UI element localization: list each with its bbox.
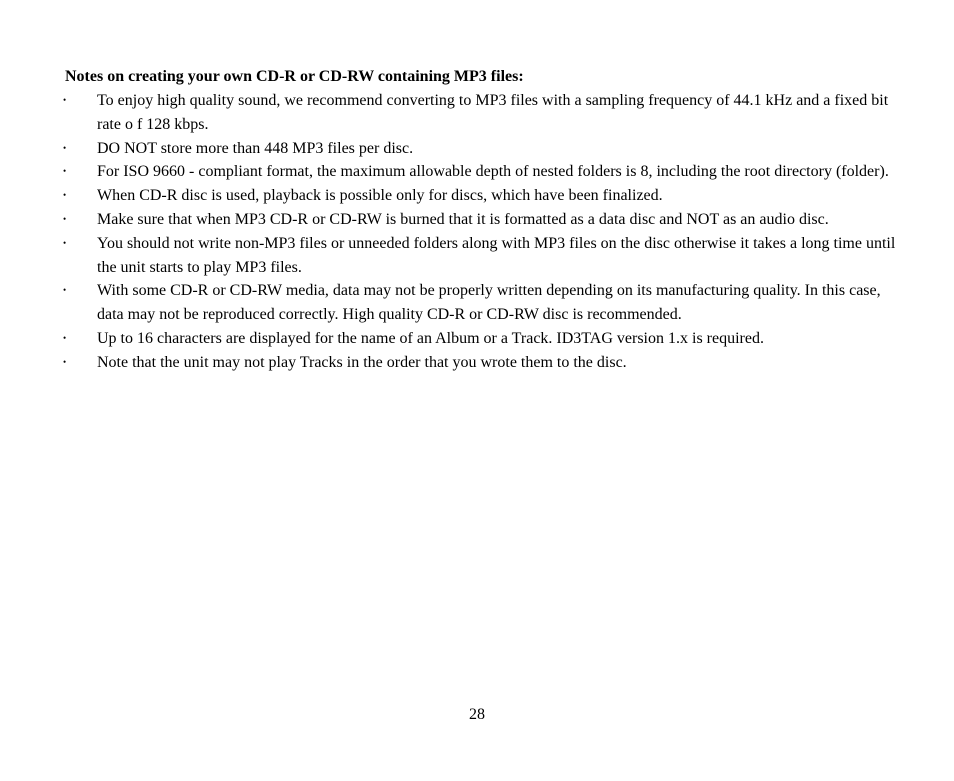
notes-list (60, 89, 900, 375)
section-heading: Notes on creating your own CD-R or CD-RW containing MP3 files: (65, 68, 524, 85)
note-item (60, 89, 900, 137)
note-text: DO NOT store more than 448 MP3 files per disc. (97, 139, 414, 157)
bullet-icon: • (63, 356, 67, 367)
note-text: With some CD-R or CD-RW media, data may not be properly written depending on its manufacturing quality. In this case, data may not be reproduced correctly. High quality CD-R or CD-RW disc is recommended. (97, 282, 881, 324)
note-text: Note that the unit may not play Tracks in the order that you wrote them to the disc. (97, 353, 627, 371)
page-number: 28 (469, 706, 485, 723)
note-text: For ISO 9660 - compliant format, the maximum allowable depth of nested folders is 8, including the root directory (folder). (97, 163, 889, 181)
bullet-icon: • (63, 213, 67, 224)
note-text: When CD-R disc is used, playback is possible only for discs, which have been finalized. (97, 187, 663, 205)
note-text: Up to 16 characters are displayed for the name of an Album or a Track. ID3TAG version 1.x is required. (97, 329, 764, 347)
bullet-icon: • (63, 166, 67, 177)
note-text: You should not write non-MP3 files or unneeded folders along with MP3 files on the disc otherwise it takes a long time until the unit starts to play MP3 files. (97, 234, 896, 276)
bullet-icon: • (63, 332, 67, 343)
bullet-icon: • (63, 285, 67, 296)
bullet-icon: • (63, 237, 67, 248)
bullet-icon: • (63, 95, 67, 105)
note-text: To enjoy high quality sound, we recommend converting to MP3 files with a sampling frequency of 44.1 kHz and a fixed bit rate o f 128 kbps. (97, 92, 889, 133)
bullet-icon: • (63, 142, 67, 153)
note-item (60, 184, 900, 208)
note-item (60, 160, 900, 184)
note-item (60, 351, 900, 375)
note-item (60, 327, 900, 351)
note-text: Make sure that when MP3 CD-R or CD-RW is burned that it is formatted as a data disc and NOT as an audio disc. (97, 210, 829, 228)
note-item (60, 232, 900, 280)
note-item (60, 137, 900, 161)
bullet-icon: • (63, 190, 67, 201)
note-item (60, 279, 900, 327)
note-item (60, 208, 900, 232)
